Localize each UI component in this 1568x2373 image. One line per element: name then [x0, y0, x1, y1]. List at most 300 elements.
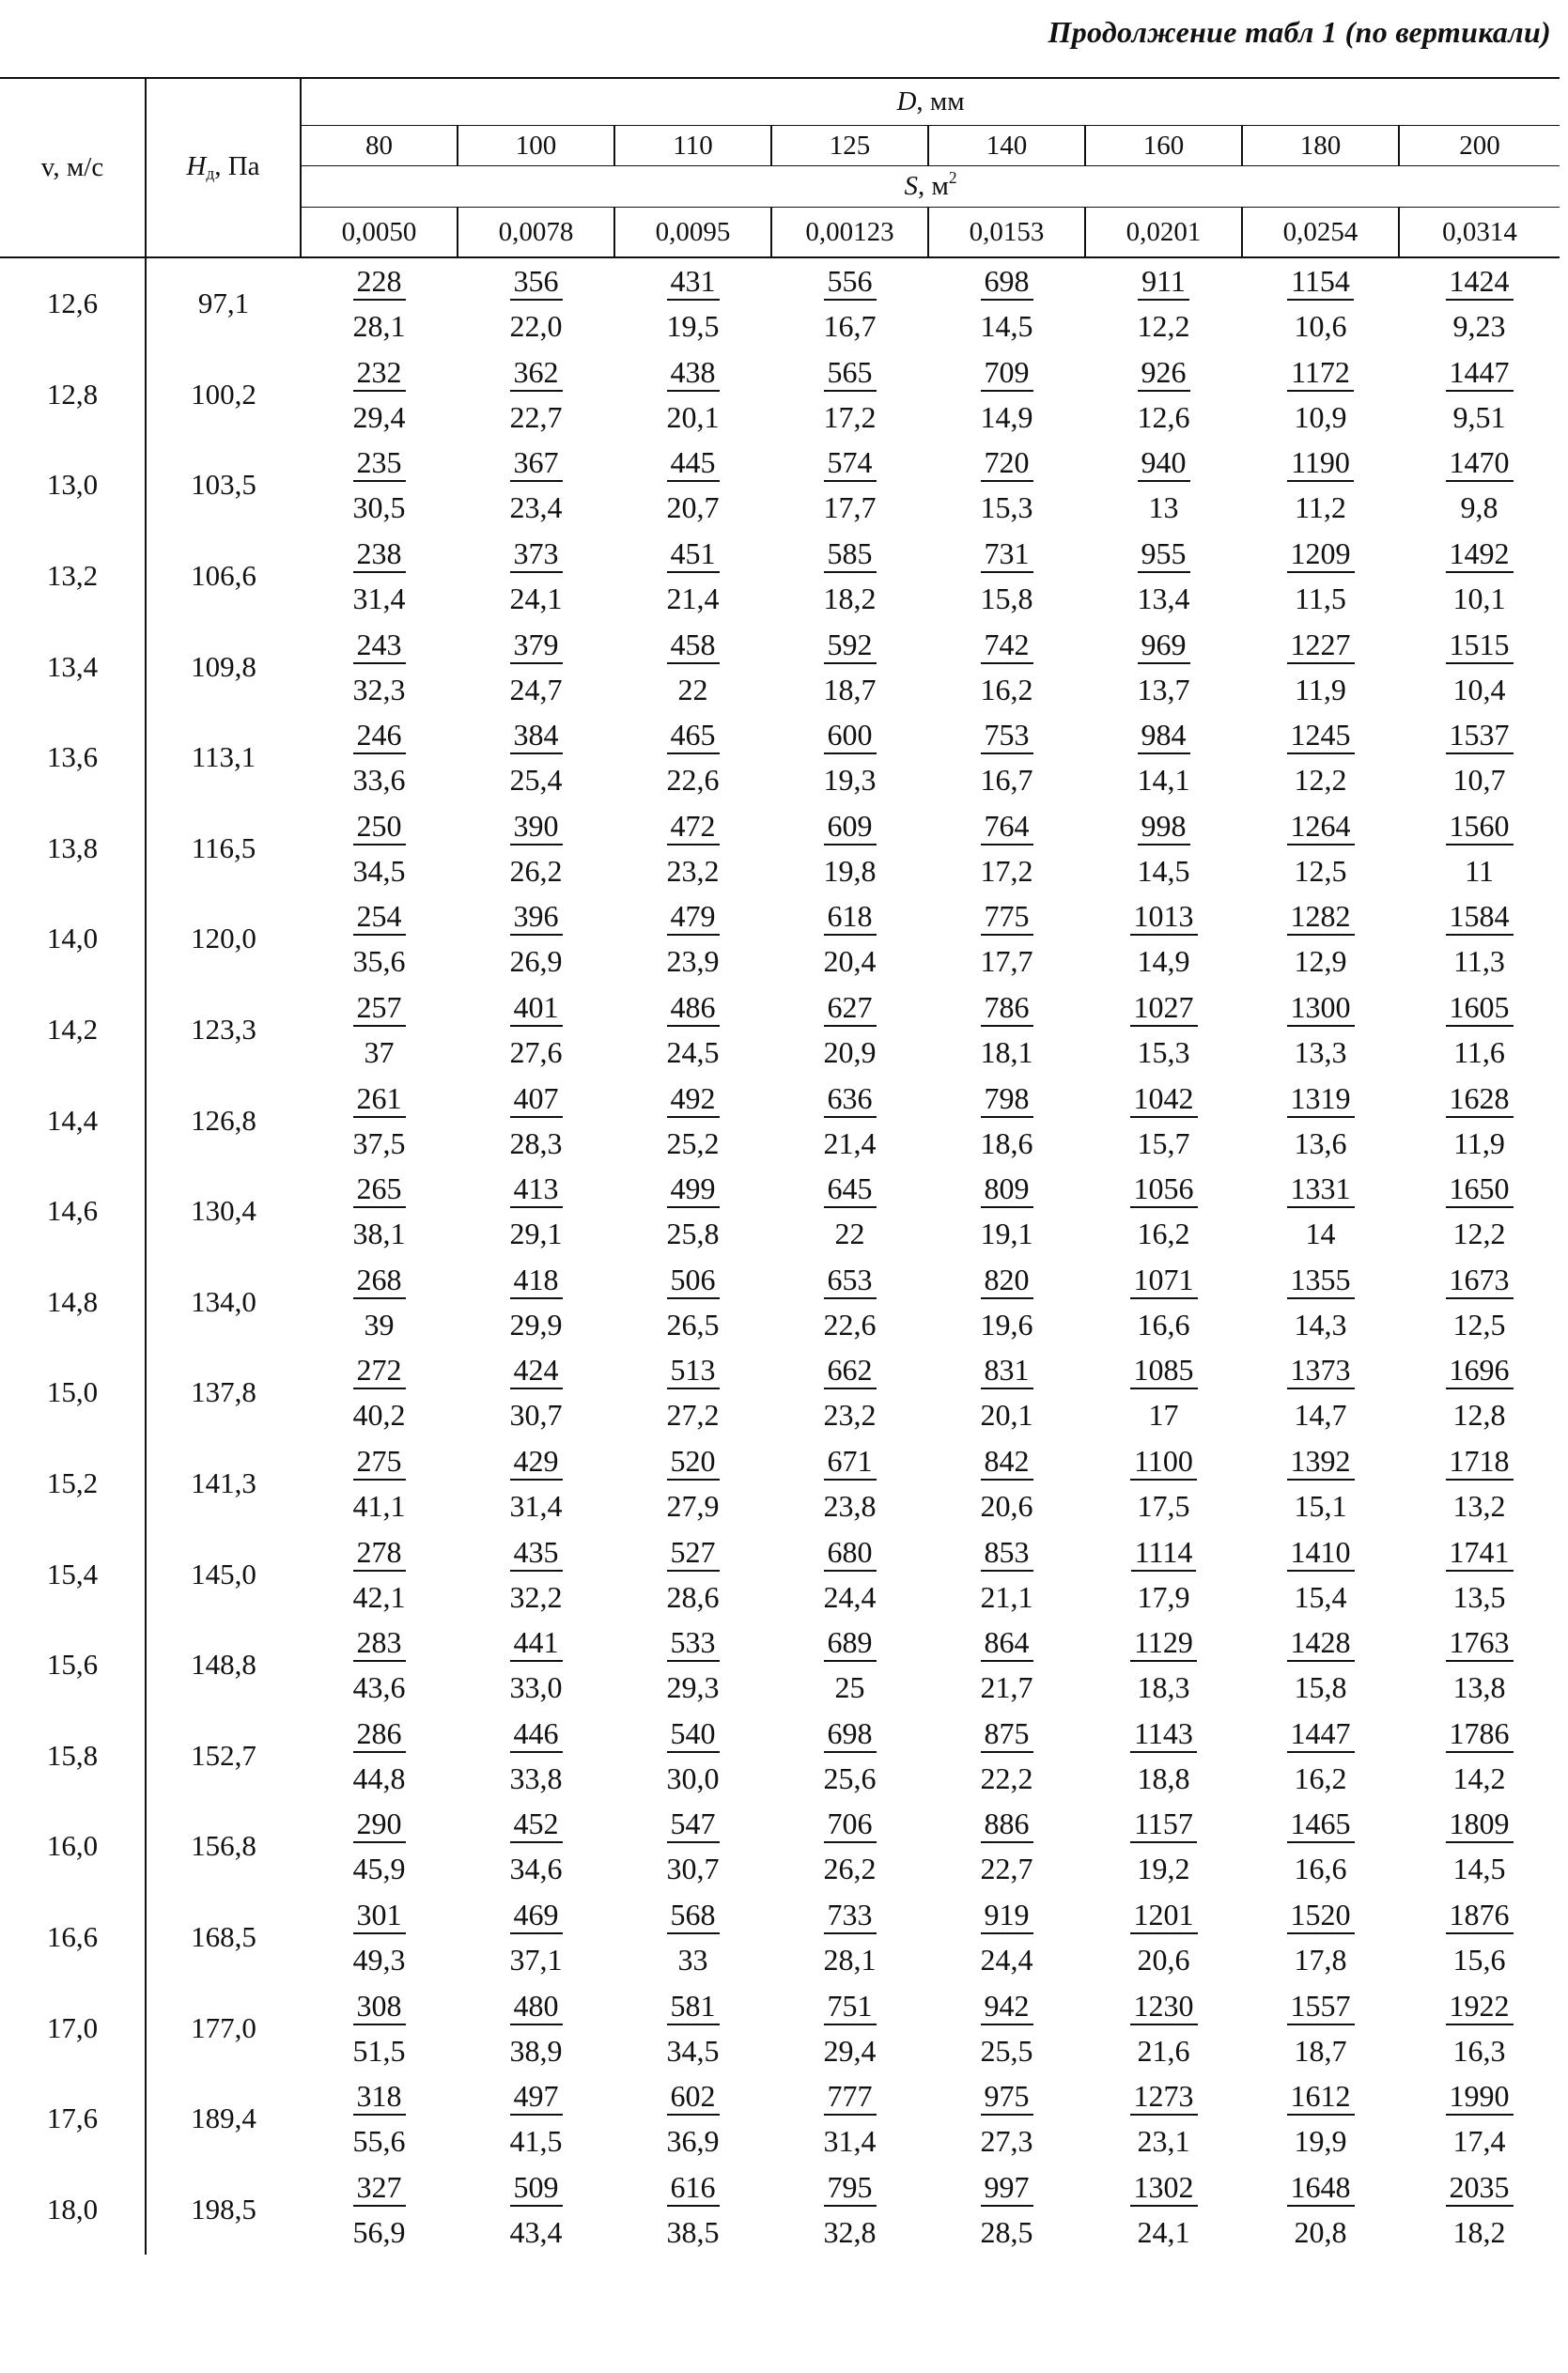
numerator: 441 — [510, 1627, 563, 1662]
value-cell — [928, 2164, 1085, 2255]
value-cell — [301, 1075, 458, 1166]
numerator: 911 — [1138, 266, 1189, 301]
fraction — [1130, 990, 1198, 1070]
denominator: 41,5 — [509, 2124, 563, 2159]
denominator: 29,1 — [509, 1217, 563, 1251]
fraction — [352, 1353, 406, 1433]
numerator: 875 — [981, 1718, 1033, 1753]
numerator: 1650 — [1446, 1173, 1514, 1208]
denominator: 22,6 — [666, 763, 720, 798]
d-header-unit: , мм — [916, 86, 965, 116]
velocity-cell: 18,0 — [46, 2192, 99, 2226]
velocity-cell: 14,0 — [46, 922, 99, 955]
fraction — [1446, 1715, 1514, 1795]
value-cell — [458, 621, 614, 712]
table-row — [0, 1528, 1560, 1620]
numerator: 742 — [981, 629, 1033, 664]
numerator: 1172 — [1287, 357, 1354, 392]
numerator: 407 — [510, 1083, 563, 1118]
value-cell — [614, 1711, 771, 1802]
value-cell — [771, 1438, 928, 1529]
fraction — [1446, 1808, 1514, 1884]
numerator: 798 — [981, 1083, 1033, 1118]
denominator: 12,2 — [1294, 763, 1347, 798]
fraction — [1287, 808, 1355, 888]
numerator: 401 — [510, 992, 563, 1027]
table-row — [0, 349, 1560, 441]
fraction — [823, 899, 877, 979]
fraction — [1138, 445, 1190, 525]
value-cell — [928, 1166, 1085, 1257]
fraction — [1138, 629, 1190, 705]
velocity-cell: 15,6 — [46, 1648, 99, 1682]
numerator: 308 — [353, 1991, 406, 2025]
fraction — [980, 536, 1033, 616]
fraction — [1137, 718, 1190, 798]
denominator: 13,3 — [1294, 1035, 1347, 1070]
value-cell — [458, 1438, 614, 1529]
value-cell — [301, 440, 458, 531]
value-cell — [928, 1801, 1085, 1892]
value-cell — [1399, 2164, 1560, 2255]
diameter-cell: 110 — [614, 126, 771, 166]
numerator: 1100 — [1130, 1446, 1197, 1481]
numerator: 1492 — [1446, 538, 1514, 573]
table-row — [0, 1892, 1560, 1983]
value-cell — [1085, 1711, 1242, 1802]
value-cell — [458, 1166, 614, 1257]
table-header — [0, 78, 1560, 257]
fraction — [1446, 264, 1514, 344]
fraction — [1446, 1444, 1514, 1524]
denominator: 13,6 — [1294, 1125, 1347, 1160]
value-cell — [928, 1620, 1085, 1711]
denominator: 33,8 — [509, 1760, 563, 1795]
fraction — [352, 536, 406, 616]
value-cell — [1399, 621, 1560, 712]
numerator: 1763 — [1446, 1627, 1514, 1662]
numerator: 458 — [667, 629, 720, 664]
fraction — [510, 1173, 563, 1249]
denominator: 35,6 — [352, 944, 406, 979]
table-body — [0, 257, 1560, 2255]
value-cell — [771, 1711, 928, 1802]
value-cell — [1085, 712, 1242, 803]
numerator: 1557 — [1287, 1991, 1355, 2025]
fraction — [667, 1897, 720, 1977]
numerator: 574 — [824, 447, 877, 482]
fraction — [823, 264, 877, 344]
velocity-cell: 17,0 — [46, 2010, 99, 2044]
fraction — [1287, 1264, 1355, 1340]
numerator: 1302 — [1130, 2172, 1198, 2207]
numerator: 1470 — [1446, 447, 1514, 482]
diameter-cell: 200 — [1399, 126, 1560, 166]
value-cell — [1242, 1711, 1399, 1802]
value-cell — [1242, 1438, 1399, 1529]
fraction — [1130, 1988, 1198, 2068]
denominator: 30,5 — [352, 490, 406, 525]
value-cell — [458, 803, 614, 894]
numerator: 472 — [667, 811, 720, 845]
numerator: 1876 — [1446, 1900, 1514, 1934]
area-cell: 0,0153 — [928, 208, 1085, 258]
numerator: 842 — [981, 1446, 1033, 1481]
fraction — [980, 445, 1033, 525]
value-cell — [458, 1075, 614, 1166]
numerator: 367 — [510, 447, 563, 482]
area-cell: 0,0314 — [1399, 208, 1560, 258]
pressure-cell: 148,8 — [146, 1620, 301, 1711]
pressure-cell: 141,3 — [146, 1438, 301, 1529]
numerator: 373 — [510, 538, 563, 573]
fraction — [352, 1897, 406, 1977]
fraction — [1287, 1353, 1355, 1433]
denominator: 9,8 — [1460, 490, 1498, 525]
numerator: 327 — [353, 2172, 406, 2207]
numerator: 1042 — [1130, 1083, 1198, 1118]
value-cell — [928, 1347, 1085, 1438]
area-cell: 0,0201 — [1085, 208, 1242, 258]
value-cell — [928, 621, 1085, 712]
value-cell — [771, 1075, 928, 1166]
numerator: 435 — [510, 1537, 563, 1572]
numerator: 362 — [510, 357, 563, 392]
numerator: 653 — [824, 1264, 877, 1299]
denominator: 18,2 — [823, 582, 877, 616]
pressure-cell: 137,8 — [146, 1347, 301, 1438]
fraction — [352, 718, 406, 798]
fraction — [823, 2079, 877, 2159]
value-cell — [771, 1347, 928, 1438]
denominator: 19,9 — [1294, 2124, 1347, 2159]
value-cell — [458, 893, 614, 985]
denominator: 10,7 — [1452, 763, 1506, 798]
fraction — [353, 990, 406, 1070]
fraction — [980, 2079, 1033, 2159]
numerator: 1560 — [1446, 811, 1514, 845]
denominator: 26,9 — [509, 944, 563, 979]
numerator: 556 — [824, 266, 877, 301]
fraction — [823, 354, 877, 434]
numerator: 645 — [824, 1173, 877, 1208]
denominator: 33,6 — [352, 763, 406, 798]
diameter-cell: 125 — [771, 126, 928, 166]
numerator: 820 — [981, 1264, 1033, 1299]
fraction — [1287, 2169, 1355, 2249]
numerator: 290 — [353, 1808, 406, 1843]
numerator: 1355 — [1287, 1264, 1355, 1299]
numerator: 1809 — [1446, 1808, 1514, 1843]
value-cell — [1242, 893, 1399, 985]
pressure-cell: 168,5 — [146, 1892, 301, 1983]
fraction — [1446, 1625, 1514, 1705]
numerator: 1515 — [1446, 629, 1514, 664]
denominator: 26,2 — [823, 1852, 877, 1886]
numerator: 1584 — [1446, 901, 1514, 936]
denominator: 21,6 — [1137, 2033, 1190, 2068]
velocity-cell: 13,6 — [46, 740, 99, 774]
numerator: 997 — [981, 2172, 1033, 2207]
value-cell — [1085, 1982, 1242, 2073]
numerator: 429 — [510, 1446, 563, 1481]
numerator: 1331 — [1287, 1173, 1355, 1208]
fraction — [824, 1625, 877, 1705]
denominator: 11,6 — [1453, 1035, 1505, 1070]
denominator: 22,0 — [509, 309, 563, 344]
denominator: 22 — [834, 1217, 865, 1251]
fraction — [981, 1173, 1033, 1249]
velocity-cell: 14,2 — [46, 1013, 99, 1047]
numerator: 243 — [353, 629, 406, 664]
denominator: 29,4 — [823, 2033, 877, 2068]
value-cell — [1242, 1257, 1399, 1348]
table-row — [0, 1982, 1560, 2073]
diameter-cell: 160 — [1085, 126, 1242, 166]
fraction — [509, 1080, 563, 1160]
fraction — [1130, 899, 1198, 979]
value-cell — [1399, 349, 1560, 441]
denominator: 18,2 — [1452, 2214, 1506, 2249]
numerator: 680 — [824, 1537, 877, 1572]
denominator: 33 — [677, 1942, 708, 1977]
velocity-cell: 14,4 — [46, 1103, 99, 1137]
value-cell — [614, 1892, 771, 1983]
fraction — [509, 354, 563, 434]
denominator: 16,7 — [823, 309, 877, 344]
table-row — [0, 257, 1560, 349]
fraction — [1287, 2079, 1355, 2159]
denominator: 43,4 — [509, 2214, 563, 2249]
numerator: 506 — [667, 1264, 720, 1299]
fraction — [1287, 536, 1355, 616]
numerator: 235 — [353, 447, 406, 482]
value-cell — [301, 1166, 458, 1257]
fraction — [1446, 1264, 1514, 1340]
fraction — [352, 899, 406, 979]
denominator: 25,4 — [509, 763, 563, 798]
denominator: 24,4 — [980, 1942, 1033, 1977]
fraction — [823, 1353, 877, 1433]
value-cell — [1085, 985, 1242, 1076]
fraction — [1287, 1808, 1355, 1884]
fraction — [1287, 354, 1354, 434]
denominator: 25 — [834, 1670, 865, 1705]
value-cell — [1399, 1801, 1560, 1892]
fraction — [1287, 1897, 1355, 1977]
table-row — [0, 621, 1560, 712]
fraction — [666, 1715, 720, 1795]
fraction — [823, 1444, 877, 1524]
fraction — [823, 1715, 877, 1795]
table-row — [0, 893, 1560, 985]
value-cell — [771, 531, 928, 622]
denominator: 10,6 — [1294, 309, 1347, 344]
denominator: 9,51 — [1452, 399, 1506, 434]
numerator: 465 — [667, 720, 720, 754]
numerator: 1612 — [1287, 2081, 1355, 2116]
denominator: 19,3 — [823, 763, 877, 798]
value-cell — [928, 1528, 1085, 1620]
denominator: 36,9 — [666, 2124, 720, 2159]
numerator: 886 — [981, 1808, 1033, 1843]
fraction — [823, 808, 877, 888]
fraction — [1287, 1534, 1355, 1614]
numerator: 254 — [353, 901, 406, 936]
fraction — [1287, 899, 1355, 979]
numerator: 527 — [667, 1537, 720, 1572]
pressure-cell: 106,6 — [146, 531, 301, 622]
value-cell — [301, 531, 458, 622]
value-cell — [1242, 440, 1399, 531]
value-cell — [458, 531, 614, 622]
fraction — [823, 1988, 877, 2068]
fraction — [666, 990, 720, 1070]
value-cell — [301, 1982, 458, 2073]
numerator: 318 — [353, 2081, 406, 2116]
numerator: 998 — [1138, 811, 1190, 845]
numerator: 733 — [824, 1900, 877, 1934]
numerator: 1013 — [1130, 901, 1198, 936]
fraction — [823, 536, 877, 616]
value-cell — [458, 712, 614, 803]
numerator: 283 — [353, 1627, 406, 1662]
value-cell — [1242, 1982, 1399, 2073]
numerator: 853 — [981, 1537, 1033, 1572]
denominator: 13,8 — [1452, 1670, 1506, 1705]
value-cell — [1085, 349, 1242, 441]
h-header-subscript: д — [206, 163, 215, 183]
s-header — [301, 166, 1560, 208]
denominator: 11,5 — [1295, 582, 1346, 616]
fraction — [1446, 2169, 1514, 2249]
denominator: 30,7 — [666, 1852, 720, 1886]
numerator: 379 — [510, 629, 563, 664]
denominator: 17,7 — [823, 490, 877, 525]
fraction — [1287, 1173, 1355, 1249]
fraction — [824, 629, 877, 705]
denominator: 13,2 — [1452, 1489, 1506, 1524]
pressure-cell: 156,8 — [146, 1801, 301, 1892]
value-cell — [1399, 1982, 1560, 2073]
fraction — [1287, 1080, 1355, 1160]
fraction — [980, 1625, 1033, 1705]
fraction — [509, 1988, 563, 2068]
denominator: 20,1 — [666, 399, 720, 434]
denominator: 14,9 — [980, 399, 1033, 434]
numerator: 547 — [667, 1808, 720, 1843]
fraction — [666, 718, 720, 798]
pressure-cell: 113,1 — [146, 712, 301, 803]
denominator: 11,3 — [1453, 944, 1505, 979]
denominator: 31,4 — [823, 2124, 877, 2159]
value-cell — [1242, 985, 1399, 1076]
numerator: 2035 — [1446, 2172, 1514, 2207]
denominator: 12,5 — [1294, 853, 1347, 888]
fraction — [353, 1173, 406, 1249]
value-cell — [1399, 985, 1560, 1076]
fraction — [352, 1080, 406, 1160]
denominator: 17,5 — [1137, 1489, 1190, 1524]
numerator: 1227 — [1287, 629, 1355, 664]
numerator: 261 — [353, 1083, 406, 1118]
denominator: 18,8 — [1137, 1760, 1190, 1795]
numerator: 1201 — [1130, 1900, 1198, 1934]
value-cell — [771, 1801, 928, 1892]
fraction — [824, 1264, 877, 1340]
value-cell — [614, 2164, 771, 2255]
fraction — [509, 1353, 563, 1433]
fraction — [980, 2169, 1033, 2249]
numerator: 751 — [824, 1991, 877, 2025]
fraction — [1446, 718, 1514, 798]
value-cell — [1399, 531, 1560, 622]
fraction — [509, 1534, 563, 1614]
denominator: 14,5 — [1452, 1852, 1506, 1886]
numerator: 1373 — [1287, 1355, 1355, 1389]
denominator: 14,1 — [1137, 763, 1190, 798]
fraction — [1287, 1988, 1355, 2068]
fraction — [666, 899, 720, 979]
value-cell — [771, 2164, 928, 2255]
fraction — [980, 1080, 1033, 1160]
value-cell — [928, 985, 1085, 1076]
denominator: 17,8 — [1294, 1942, 1347, 1977]
numerator: 1537 — [1446, 720, 1514, 754]
fraction — [823, 1534, 877, 1614]
fraction — [980, 1988, 1033, 2068]
fraction — [1287, 1625, 1355, 1705]
fraction — [666, 354, 720, 434]
value-cell — [1242, 803, 1399, 894]
fraction — [352, 1444, 406, 1524]
denominator: 21,4 — [666, 582, 720, 616]
value-cell — [458, 440, 614, 531]
value-cell — [928, 440, 1085, 531]
numerator: 1154 — [1287, 266, 1354, 301]
value-cell — [928, 1438, 1085, 1529]
velocity-cell: 12,6 — [46, 287, 99, 320]
numerator: 1410 — [1287, 1537, 1355, 1572]
numerator: 795 — [824, 2172, 877, 2207]
denominator: 16,2 — [1294, 1760, 1347, 1795]
numerator: 1447 — [1287, 1718, 1355, 1753]
fraction — [1137, 354, 1190, 434]
denominator: 37,1 — [509, 1942, 563, 1977]
numerator: 499 — [667, 1173, 720, 1208]
diameter-cell: 180 — [1242, 126, 1399, 166]
value-cell — [1242, 1528, 1399, 1620]
value-cell — [301, 712, 458, 803]
pressure-cell: 120,0 — [146, 893, 301, 985]
denominator: 31,4 — [509, 1489, 563, 1524]
fraction — [1130, 1715, 1197, 1795]
table-caption: Продолжение табл 1 (по вертикали) — [1048, 15, 1551, 49]
denominator: 31,4 — [352, 582, 406, 616]
denominator: 11,2 — [1295, 490, 1346, 525]
value-cell — [301, 803, 458, 894]
fraction — [980, 808, 1033, 888]
denominator: 28,3 — [509, 1125, 563, 1160]
numerator: 731 — [981, 538, 1033, 573]
table-row — [0, 2073, 1560, 2164]
fraction — [509, 264, 563, 344]
numerator: 275 — [353, 1446, 406, 1481]
denominator: 33,0 — [509, 1670, 563, 1705]
denominator: 20,4 — [823, 944, 877, 979]
pressure-cell: 103,5 — [146, 440, 301, 531]
denominator: 17,4 — [1452, 2124, 1506, 2159]
